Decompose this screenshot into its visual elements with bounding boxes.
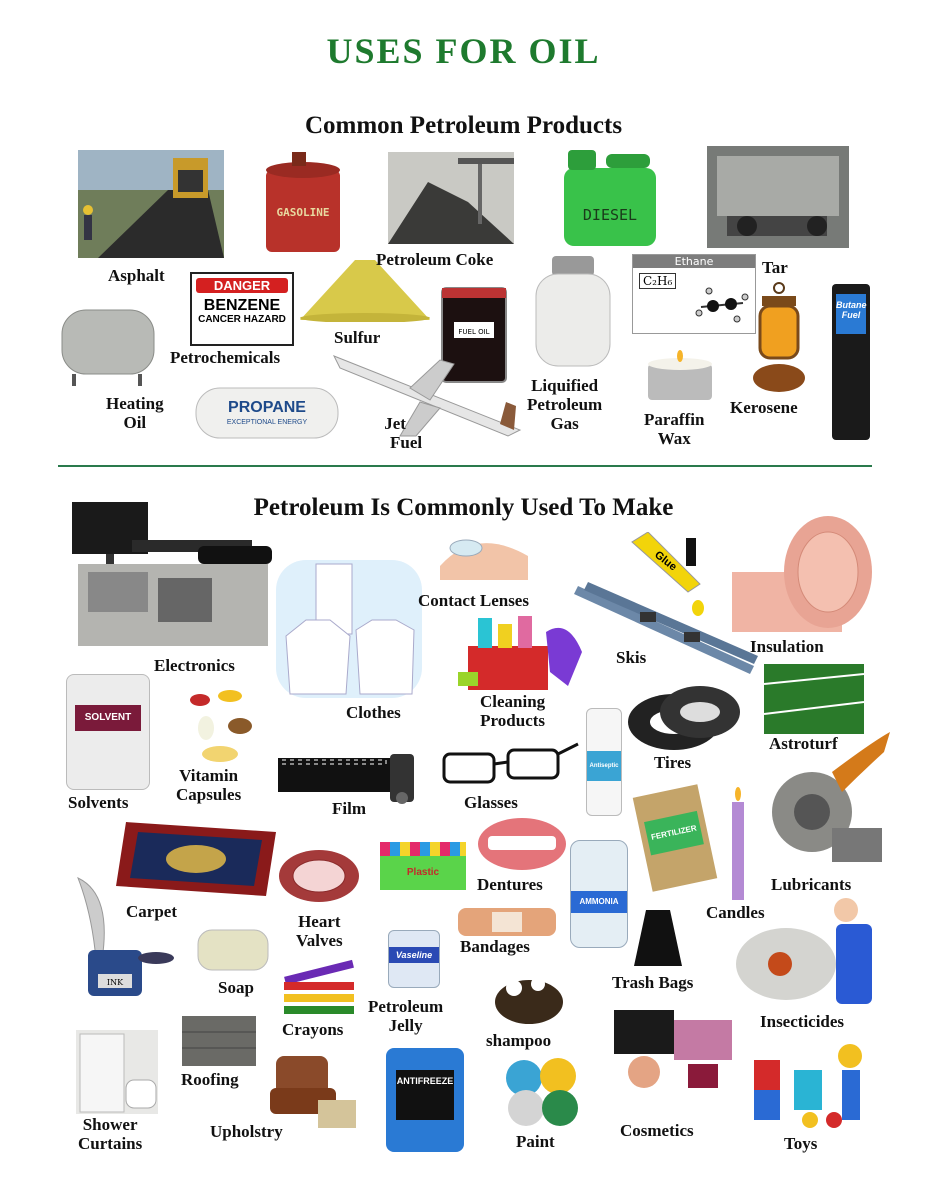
shampoo-label: shampoo [486,1031,552,1050]
jet-fuel-label: Jet Fuel [384,414,423,452]
solvent-text: SOLVENT [75,705,141,731]
paraffin-candle-image [646,350,714,402]
soap-label: Soap [218,978,254,997]
petrochemicals-label: Petrochemicals [170,348,281,367]
film-label: Film [332,799,366,818]
page-title: USES FOR OIL [326,31,601,71]
kerosene-lantern-image [748,282,810,396]
sulfur-label: Sulfur [334,328,381,347]
plastic-text: Plastic [380,856,466,890]
crayons-label: Crayons [282,1020,344,1039]
petroleum-jelly-label: Petroleum Jelly [368,997,444,1035]
tires-label: Tires [654,753,692,772]
skis-label: Skis [616,648,647,667]
ethane-title: Ethane [633,255,755,268]
cosmetics-label: Cosmetics [620,1121,694,1140]
ink-quill-image [72,874,176,1000]
tar-label: Tar [762,258,788,277]
tires-image [624,680,742,754]
vitamin-capsules-label: Vitamin Capsules [176,766,242,804]
lpg-cylinder-image [532,256,614,368]
bandages-image [456,904,558,940]
roofing-image [182,1016,256,1066]
vitamin-capsules-image [186,686,262,768]
crayons-image [280,958,362,1016]
insulation-image [728,512,876,634]
petroleum-coke-label: Petroleum Coke [376,250,494,269]
propane-brand: PROPANE [228,399,306,416]
clothes-image [276,560,422,698]
ethane-formula: C₂H₆ [639,273,676,289]
clothes-label: Clothes [346,703,401,722]
solvent-jug-image [66,674,150,790]
cleaning-products-label: Cleaning Products [480,692,546,730]
paint-cans-image [504,1054,584,1128]
trash-bag-image [630,906,686,970]
electronics-label: Electronics [154,656,235,675]
paint-label: Paint [516,1132,555,1151]
toys-label: Toys [784,1134,818,1153]
glasses-image [440,740,580,786]
antifreeze-text: ANTIFREEZE [396,1070,454,1120]
lpg-label: Liquified Petroleum Gas [527,376,603,433]
asphalt-label: Asphalt [108,266,165,285]
astroturf-image [764,664,864,734]
heating-oil-tank-image [58,304,158,386]
ammonia-text: AMMONIA [571,891,627,913]
gasoline-text: GASOLINE [276,206,330,219]
benzene-label: BENZENE [203,297,281,314]
bandages-label: Bandages [460,937,530,956]
shampoo-image [492,966,566,1026]
section1-heading: Common Petroleum Products [304,112,623,139]
trash-bags-label: Trash Bags [612,973,694,992]
fuel-oil-text: FUEL OIL [458,328,490,336]
upholstery-chair-image [266,1052,358,1130]
astroturf-label: Astroturf [769,734,838,753]
antiseptic-bottle-image [586,708,622,816]
cleaning-products-image [458,612,586,694]
roofing-label: Roofing [181,1070,239,1089]
solvents-label: Solvents [68,793,129,812]
petroleum-coke-image [388,152,514,244]
cancer-hazard-label: CANCER HAZARD [198,314,286,325]
glasses-label: Glasses [464,793,518,812]
fertilizer-bag-image [633,784,718,892]
propane-tagline: EXCEPTIONAL ENERGY [226,419,308,426]
danger-label: DANGER [196,278,288,293]
benzene-danger-sign [190,272,294,346]
gasoline-can-image [262,152,344,254]
toys-image [750,1030,870,1130]
diesel-text: DIESEL [582,206,638,224]
vaseline-text: Vaseline [389,947,439,963]
section2-heading: Petroleum Is Commonly Used To Make [253,494,674,521]
dentures-label: Dentures [477,875,543,894]
butane-can-image [832,284,870,440]
glue-text: Glue [652,548,679,574]
electronics-image [68,500,280,650]
section-divider [58,465,872,467]
candles-label: Candles [706,903,765,922]
antiseptic-text: Antiseptic [587,751,621,781]
insecticides-label: Insecticides [760,1012,845,1031]
diesel-can-image [560,150,660,248]
shower-curtain-image [76,1030,158,1114]
plastic-bin-image [380,842,466,890]
asphalt-image [78,150,224,258]
cosmetics-image [604,1000,736,1092]
heating-oil-label: Heating Oil [106,394,164,432]
upholstery-label: Upholstry [210,1122,283,1141]
butane-label: Butane Fuel [836,294,866,334]
heart-valves-label: Heart Valves [296,912,343,950]
carpet-label: Carpet [126,902,177,921]
kerosene-label: Kerosene [730,398,798,417]
ethane-molecule-icon [693,283,751,327]
antifreeze-jug-image [386,1048,464,1152]
ammonia-jug-image [570,840,628,948]
lubricants-label: Lubricants [771,875,852,894]
dentures-image [476,816,568,874]
shower-curtains-label: Shower Curtains [78,1115,143,1153]
heart-valves-image [276,846,362,906]
vaseline-jar-image [388,930,440,988]
soap-image [194,924,272,976]
insulation-label: Insulation [750,637,824,656]
fertilizer-text: FERTILIZER [644,811,704,855]
tar-image [707,146,849,248]
jet-image [330,350,526,442]
contact-lens-image [436,526,532,580]
contact-lenses-label: Contact Lenses [418,591,529,610]
propane-tank-image [194,384,340,446]
paraffin-wax-label: Paraffin Wax [644,410,705,448]
ink-text: INK [106,978,124,987]
ethane-card [632,254,756,334]
candle-image [728,786,748,902]
